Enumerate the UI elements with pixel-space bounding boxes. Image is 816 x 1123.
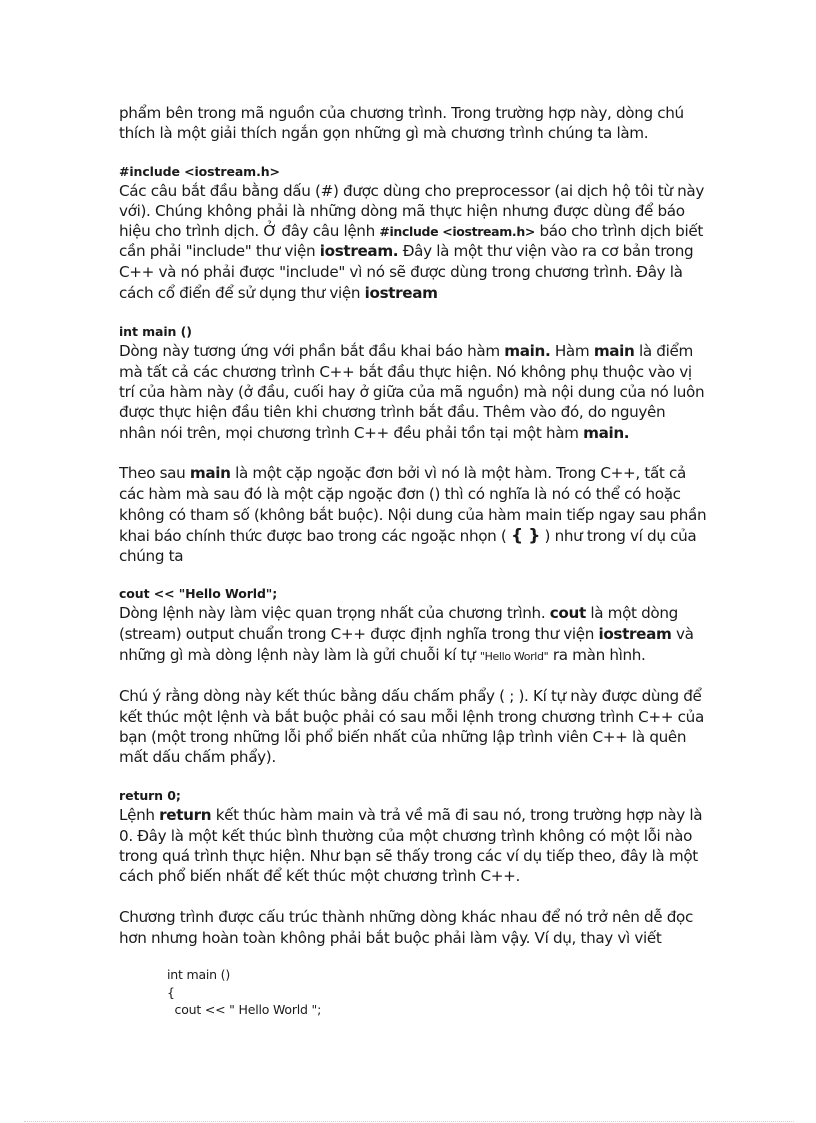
include-line-2: với). Chúng không phải là những dòng mã thực hiện nhưng được dùng để báo — [119, 202, 685, 220]
include-line-6-text: cách cổ điển để sử dụng thư viện — [119, 284, 365, 302]
paren-line-1-end: là một cặp ngoặc đơn bởi vì nó là một hàm. Trong C++, tất cả — [230, 464, 686, 482]
return-line-2: 0. Đây là một kết thúc bình thường của một chương trình không có một lỗi nào — [119, 827, 693, 845]
intro-line-1: phẩm bên trong mã nguồn của chương trình. Trong trường hợp này, dòng chú — [119, 104, 684, 122]
cout-line-2 — [119, 624, 694, 644]
main-line-3: trí của hàm này (ở đầu, cuối hay ở giữa của mã nguồn) mà nội dung của nó luôn — [119, 383, 705, 401]
cout-keyword: cout — [549, 604, 586, 622]
cout-line-1-end: là một dòng — [585, 604, 678, 622]
intro-line-2: thích là một giải thích ngắn gọn những gì mà chương trình chúng ta làm. — [119, 124, 649, 142]
include-line-1: Các câu bắt đầu bằng dấu (#) được dùng cho preprocessor (ai dịch hộ tôi từ này — [119, 182, 704, 200]
cout-line-1 — [119, 603, 678, 623]
cout-line-3 — [119, 645, 646, 667]
include-line-6 — [119, 283, 438, 303]
include-line-4 — [119, 241, 693, 261]
main-keyword: main — [593, 342, 635, 360]
structure-line-2: hơn nhưng hoàn toàn không phải bắt buộc phải làm vậy. Ví dụ, thay vì viết — [119, 929, 662, 947]
main-keyword: main — [189, 464, 231, 482]
return-line-1-text: Lệnh — [119, 806, 160, 824]
include-line-4-end: Đây là một thư viện vào ra cơ bản trong — [398, 242, 694, 260]
iostream-keyword: iostream — [598, 625, 672, 643]
include-inline-code: #include <iostream.h> — [379, 224, 536, 239]
paren-line-4-text: khai báo chính thức được bao trong các ngoặc nhọn ( — [119, 527, 511, 545]
include-line-3-end: báo cho trình dịch biết — [535, 222, 703, 240]
return-code-heading: return 0; — [119, 788, 181, 803]
include-line-4-text: cần phải "include" thư viện — [119, 242, 320, 260]
include-line-5: C++ và nó phải được "include" vì nó sẽ được dùng trong chương trình. Đây là — [119, 263, 683, 281]
main-line-1-text: Dòng này tương ứng với phần bắt đầu khai báo hàm — [119, 342, 505, 360]
cout-line-2-end: và — [671, 625, 694, 643]
main-line-5-text: nhân nói trên, mọi chương trình C++ đều phải tồn tại một hàm — [119, 424, 584, 442]
main-line-1 — [119, 341, 693, 361]
hello-world-string: "Hello World" — [479, 650, 549, 663]
return-line-1 — [119, 805, 702, 825]
paren-line-1-text: Theo sau — [119, 464, 190, 482]
main-line-1-mid: Hàm — [550, 342, 594, 360]
return-line-1-end: kết thúc hàm main và trả về mã đi sau nó, trong trường hợp này là — [211, 806, 703, 824]
include-code-heading: #include <iostream.h> — [119, 164, 280, 179]
cout-code-heading: cout << "Hello World"; — [119, 586, 278, 601]
semicolon-line-4: mất dấu chấm phẩy). — [119, 748, 276, 766]
iostream-keyword: iostream. — [319, 242, 399, 260]
curly-braces: { } — [510, 526, 541, 546]
cout-line-2-text: (stream) output chuẩn trong C++ được định nghĩa trong thư viện — [119, 625, 599, 643]
include-line-3-text: hiệu cho trình dịch. Ở đây câu lệnh — [119, 222, 380, 240]
return-line-3: trong quá trình thực hiện. Như bạn sẽ thấy trong các ví dụ tiếp theo, đây là một — [119, 847, 698, 865]
cout-line-3-text: những gì mà dòng lệnh này làm là gửi chuỗi kí tự — [119, 646, 480, 664]
main-keyword: main. — [504, 342, 551, 360]
code-example-line-2: { — [167, 985, 175, 1000]
include-line-3 — [119, 221, 703, 242]
iostream-keyword: iostream — [364, 284, 438, 302]
paren-line-1 — [119, 463, 686, 483]
paren-line-2: các hàm mà sau đó là một cặp ngoặc đơn () thì có nghĩa là nó có thể có hoặc — [119, 485, 681, 503]
page-bottom-divider — [24, 1121, 794, 1122]
return-line-4: cách phổ biến nhất để kết thúc một chương trình C++. — [119, 867, 520, 885]
paren-line-4 — [119, 526, 696, 546]
main-line-2: mà tất cả các chương trình C++ bắt đầu thực hiện. Nó không phụ thuộc vào vị — [119, 363, 692, 381]
semicolon-line-1: Chú ý rằng dòng này kết thúc bằng dấu chấm phẩy ( ; ). Kí tự này được dùng để — [119, 687, 702, 705]
paren-line-4-end: ) như trong ví dụ của — [540, 527, 697, 545]
cout-line-1-text: Dòng lệnh này làm việc quan trọng nhất của chương trình. — [119, 604, 550, 622]
main-line-5 — [119, 423, 629, 443]
paren-line-3: không có tham số (không bắt buộc). Nội dung của hàm main tiếp ngay sau phần — [119, 506, 707, 524]
return-keyword: return — [159, 806, 212, 824]
main-line-4: được thực hiện đầu tiên khi chương trình bắt đầu. Thêm vào đó, do nguyên — [119, 403, 666, 421]
main-code-heading: int main () — [119, 324, 192, 339]
paren-line-5: chúng ta — [119, 547, 184, 565]
cout-line-3-end: ra màn hình. — [548, 646, 646, 664]
semicolon-line-3: bạn (một trong những lỗi phổ biến nhất của những lập trình viên C++ là quên — [119, 728, 687, 746]
main-line-1-end: là điểm — [634, 342, 693, 360]
structure-line-1: Chương trình được cấu trúc thành những dòng khác nhau để nó trở nên dễ đọc — [119, 908, 693, 926]
semicolon-line-2: kết thúc một lệnh và bắt buộc phải có sau mỗi lệnh trong chương trình C++ của — [119, 708, 704, 726]
main-keyword: main. — [583, 424, 630, 442]
code-example-line-3: cout << " Hello World "; — [167, 1002, 322, 1017]
code-example-line-1: int main () — [167, 967, 231, 982]
